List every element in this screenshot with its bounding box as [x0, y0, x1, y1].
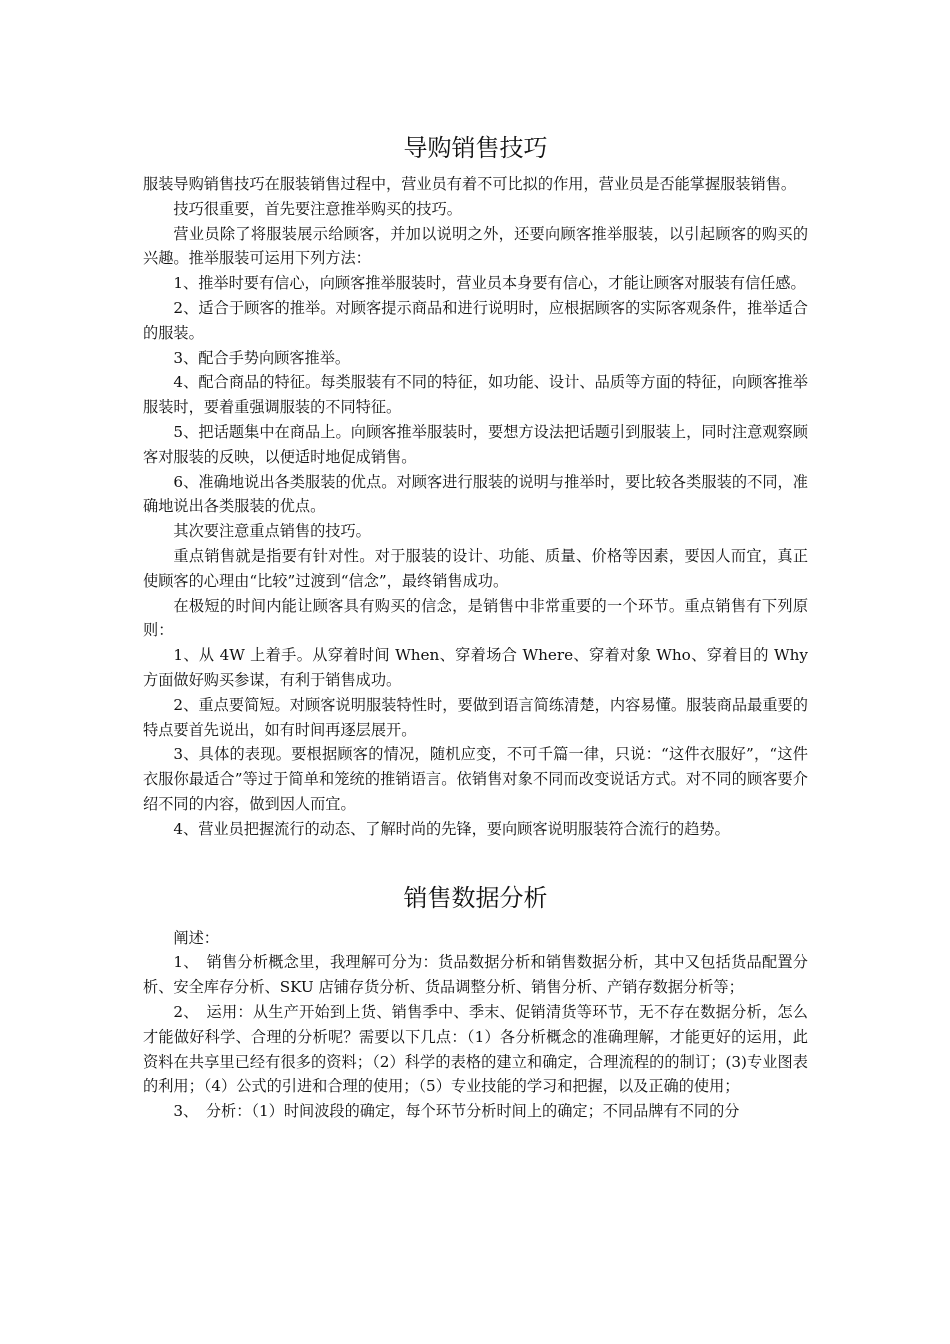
- list-item: 1、 销售分析概念里，我理解可分为：货品数据分析和销售数据分析，其中又包括货品配置分析、安全库存分析、SKU 店铺存货分析、货品调整分析、销售分析、产销存数据分析等；: [143, 953, 808, 997]
- paragraph: 营业员除了将服装展示给顾客，并加以说明之外，还要向顾客推举服装，以引起顾客的购买的兴趣。推举服装可运用下列方法：: [143, 224, 808, 268]
- list-item: 4、营业员把握流行的动态、了解时尚的先锋，要向顾客说明服装符合流行的趋势。: [173, 819, 730, 838]
- list-item: 1、推举时要有信心，向顾客推举服装时，营业员本身要有信心，才能让顾客对服装有信任感。: [173, 274, 806, 293]
- paragraph: 重点销售就是指要有针对性。对于服装的设计、功能、质量、价格等因素，要因人而宜，真正使顾客的心理由“比较”过渡到“信念”，最终销售成功。: [143, 546, 808, 590]
- section-title-sales-data-analysis: 销售数据分析: [403, 883, 548, 912]
- list-item: 1、从 4W 上着手。从穿着时间 When、穿着场合 Where、穿着对象 Who、穿着目的 Why 方面做好购买参谋，有利于销售成功。: [143, 646, 808, 689]
- paragraph: 服装导购销售技巧在服装销售过程中，营业员有着不可比拟的作用，营业员是否能掌握服装销售。: [143, 175, 797, 193]
- list-item: 5、把话题集中在商品上。向顾客推举服装时，要想方设法把话题引到服装上，同时注意观察顾客对服装的反映，以便适时地促成销售。: [143, 422, 808, 466]
- list-item: 2、重点要简短。对顾客说明服装特性时，要做到语言简练清楚，内容易懂。服装商品最重要的特点要首先说出，如有时间再逐层展开。: [143, 695, 808, 739]
- document-body: [143, 128, 808, 1124]
- list-item: 2、适合于顾客的推举。对顾客提示商品和进行说明时，应根据顾客的实际客观条件，推举适合的服装。: [143, 298, 808, 342]
- list-item: 2、 运用：从生产开始到上货、销售季中、季末、促销清货等环节，无不存在数据分析，怎么才能做好科学、合理的分析呢？需要以下几点：（1）各分析概念的准确理解，才能更好的运用，此资料在共享里已经有很多的资料；（2）科学的表格的建立和确定，合理流程的的制订；(3)专业图表的利用；（4）公式的引进和合理的使用；（5）专业技能的学习和把握，以及正确的使用；: [143, 1002, 808, 1096]
- section-title-sales-skills: 导购销售技巧: [403, 134, 548, 162]
- paragraph: 技巧很重要，首先要注意推举购买的技巧。: [173, 199, 462, 218]
- list-item: 4、配合商品的特征。每类服装有不同的特征，如功能、设计、品质等方面的特征，向顾客推举服装时，要着重强调服装的不同特征。: [143, 373, 808, 417]
- list-item: 3、具体的表现。要根据顾客的情况，随机应变，不可千篇一律，只说：“这件衣服好”，“这件衣服你最适合”等过于简单和笼统的推销语言。依销售对象不同而改变说话方式。对不同的顾客要介绍不同的内容，做到因人而宜。: [143, 745, 808, 813]
- list-item: 3、 分析：（1）时间波段的确定，每个环节分析时间上的确定；不同品牌有不同的分: [173, 1102, 740, 1121]
- paragraph: 阐述：: [173, 928, 219, 947]
- list-item: 6、准确地说出各类服装的优点。对顾客进行服装的说明与推举时，要比较各类服装的不同，准确地说出各类服装的优点。: [143, 472, 808, 516]
- list-item: 3、配合手势向顾客推举。: [173, 348, 351, 367]
- paragraph: 在极短的时间内能让顾客具有购买的信念，是销售中非常重要的一个环节。重点销售有下列原则：: [143, 596, 808, 640]
- paragraph: 其次要注意重点销售的技巧。: [173, 522, 371, 541]
